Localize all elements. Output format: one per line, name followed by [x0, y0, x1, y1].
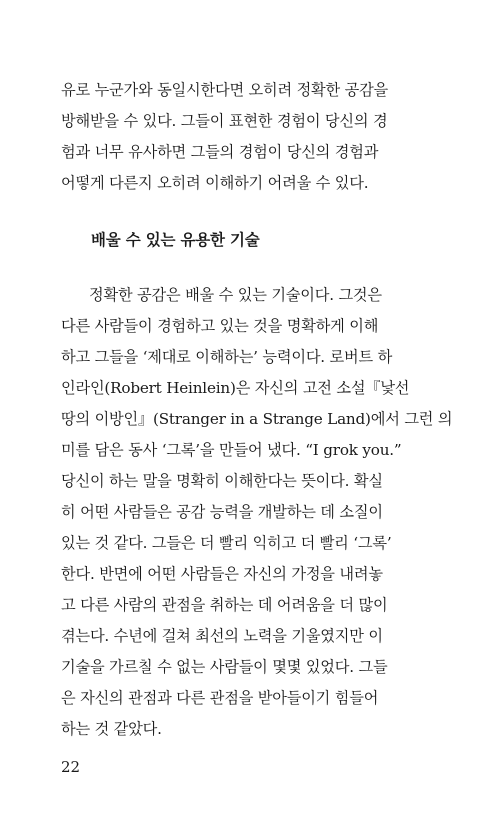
text-line: 인라인(Robert Heinlein)은 자신의 고전 소설『낯선	[61, 379, 410, 397]
text-line: 당신이 하는 말을 명확히 이해한다는 뜻이다. 확실	[61, 472, 383, 490]
body-paragraph	[61, 280, 453, 745]
text-line: 하는 것 같았다.	[61, 720, 162, 738]
text-line: 어떻게 다른지 오히려 이해하기 어려울 수 있다.	[61, 174, 369, 192]
page-number: 22	[61, 758, 81, 776]
text-line: 은 자신의 관점과 다른 관점을 받아들이기 힘들어	[61, 689, 379, 707]
text-line: 험과 너무 유사하면 그들의 경험이 당신의 경험과	[61, 143, 379, 161]
text-line: 있는 것 같다. 그들은 더 빨리 익히고 더 빨리 ‘그록’	[61, 534, 392, 552]
text-line: 한다. 반면에 어떤 사람들은 자신의 가정을 내려놓	[61, 565, 383, 583]
section-heading: 배울 수 있는 유용한 기술	[91, 231, 260, 249]
text-line: 방해받을 수 있다. 그들이 표현한 경험이 당신의 경	[61, 112, 388, 130]
text-line: 하고 그들을 ‘제대로 이해하는’ 능력이다. 로버트 하	[61, 348, 393, 366]
text-line: 기술을 가르칠 수 없는 사람들이 몇몇 있었다. 그들	[61, 658, 388, 676]
text-line: 히 어떤 사람들은 공감 능력을 개발하는 데 소질이	[61, 503, 383, 521]
text-line: 정확한 공감은 배울 수 있는 기술이다. 그것은	[89, 286, 382, 304]
text-line: 미를 담은 동사 ‘그록’을 만들어 냈다. “I grok you.”	[61, 441, 402, 459]
text-line: 다른 사람들이 경험하고 있는 것을 명확하게 이해	[61, 317, 379, 335]
text-line: 유로 누군가와 동일시한다면 오히려 정확한 공감을	[61, 81, 389, 99]
text-line: 겪는다. 수년에 걸쳐 최선의 노력을 기울였지만 이	[61, 627, 383, 645]
text-line: 땅의 이방인』(Stranger in a Strange Land)에서 그런 의	[61, 410, 453, 428]
intro-paragraph	[61, 75, 439, 199]
text-line: 고 다른 사람의 관점을 취하는 데 어려움을 더 많이	[61, 596, 388, 614]
